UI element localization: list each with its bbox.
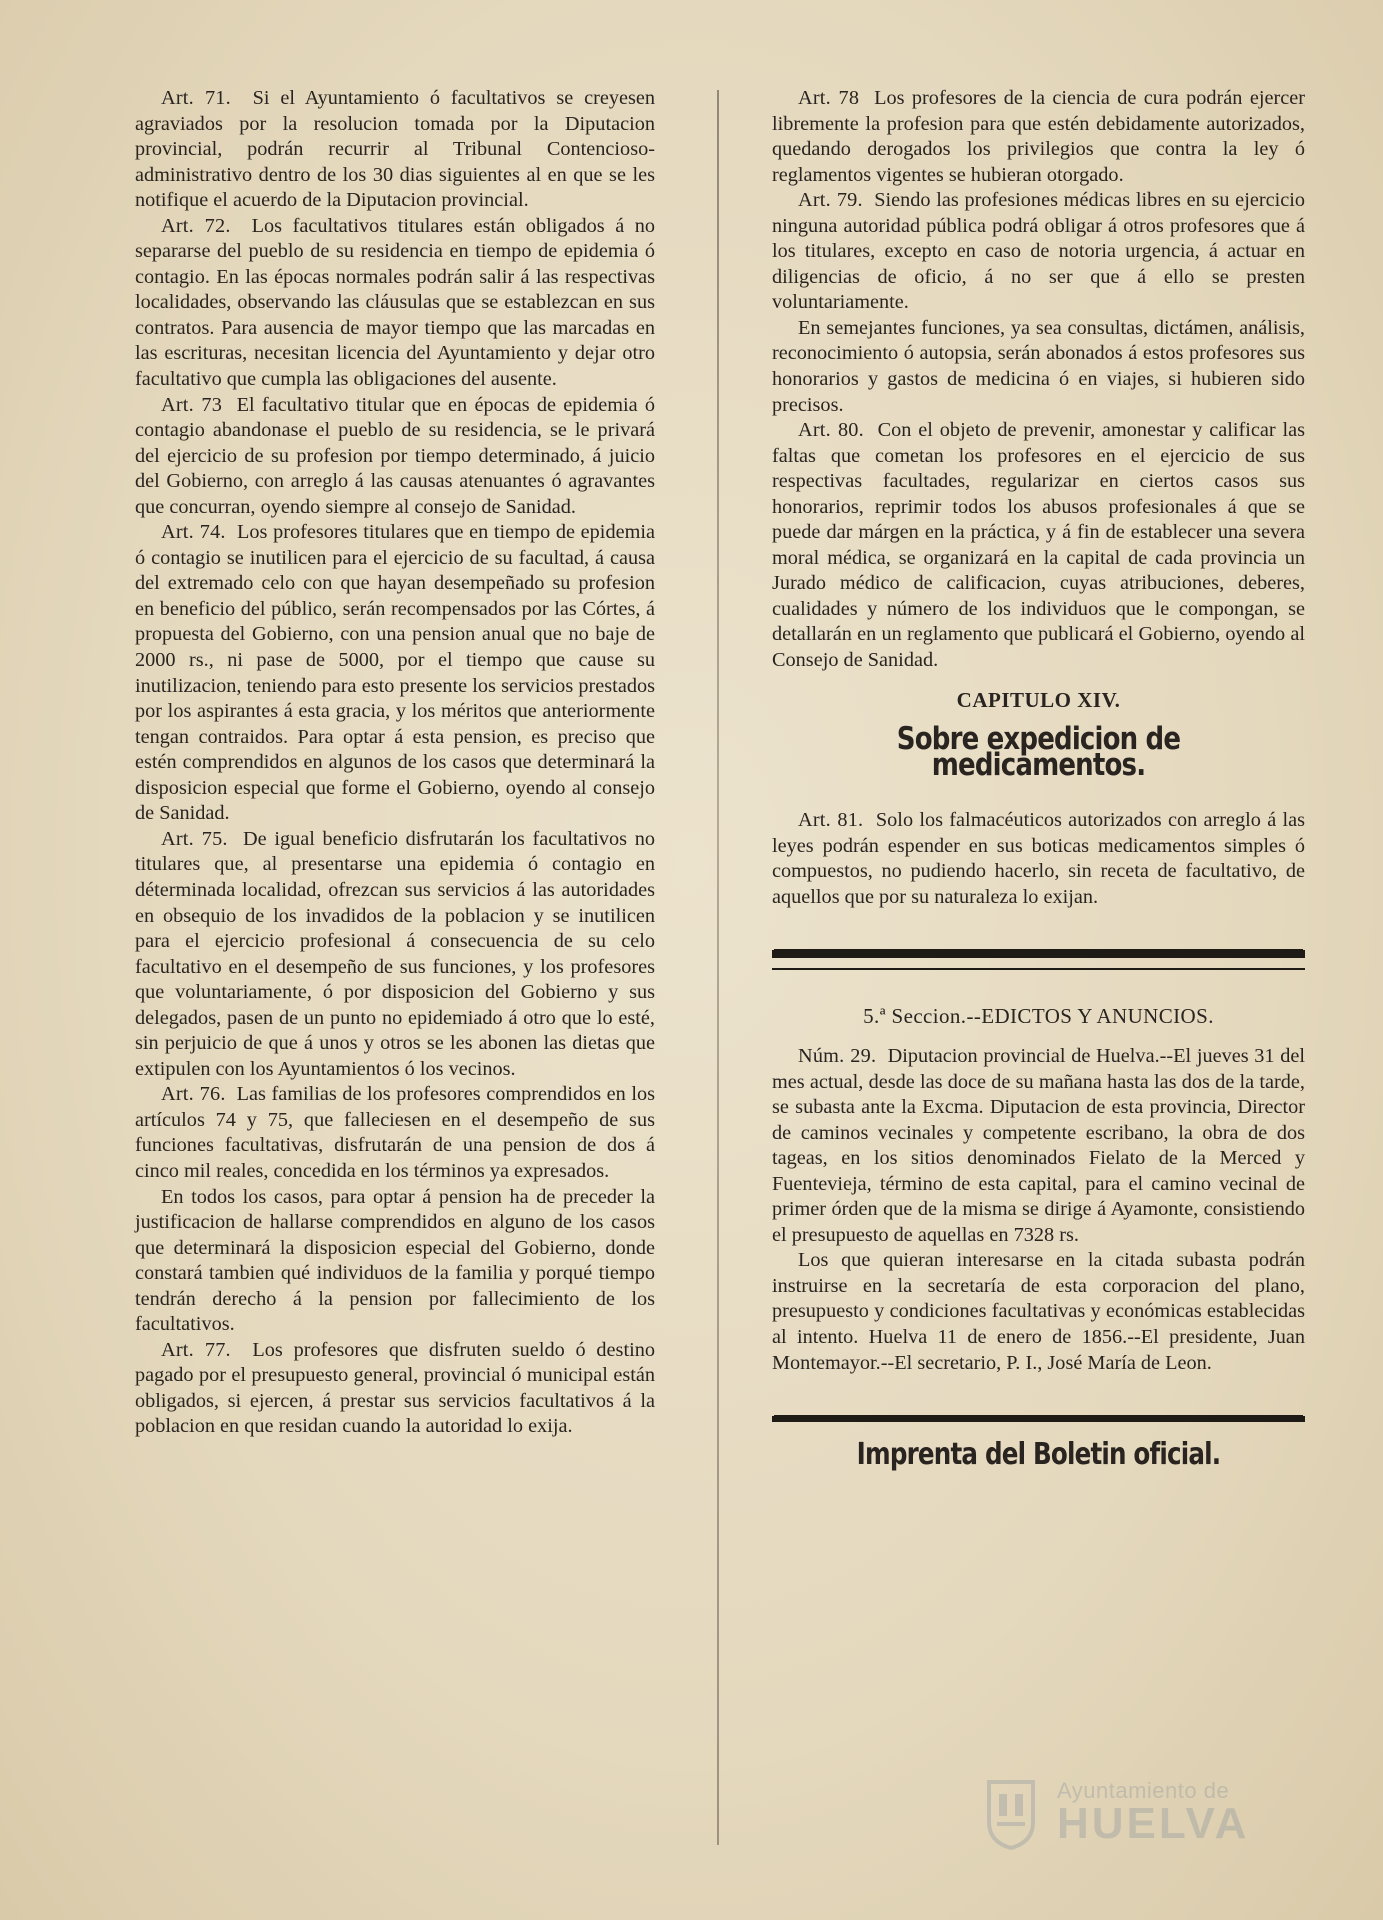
article-number: Art. 79. — [798, 189, 863, 212]
article-text: Los facultativos titulares están obligados á no separarse del pueblo de su residencia en tiempo de epidemia ó contagio. En las épocas normales podrán salir á las respectivas localidades, observando las cláusulas que se establezcan en sus contratos. Para ausencia de mayor tiempo que las marcadas en las escrituras, necesitan licencia del Ayuntamiento y dejar otro facultativo que cumpla las obligaciones del ausente. — [135, 214, 656, 391]
article-79 — [772, 188, 1305, 316]
right-column — [772, 86, 1306, 1473]
article-72 — [135, 214, 655, 393]
section-divider-thin-rule — [772, 968, 1305, 970]
paragraph-text: En semejantes funciones, ya sea consultas, dictámen, análisis, reconocimiento ó autopsia, serán abonados á estos profesores sus honorarios y gastos de medicina ó en viajes, si hubieren sido precisos. — [772, 316, 1305, 416]
article-75 — [135, 827, 655, 1082]
section-divider-rule — [772, 950, 1305, 958]
article-text: Siendo las profesiones médicas libres en su ejercicio ninguna autoridad pública podrá obligar á otros profesores que á los titulares, excepto en caso de notoria urgencia, á actuar en diligencias de oficio, á no ser que á ello se presten voluntariamente. — [772, 189, 1305, 314]
article-76-continuation — [135, 1185, 655, 1338]
article-number: Art. 74. — [161, 521, 226, 544]
edict-text: Diputacion provincial de Huelva.--El jueves 31 del mes actual, desde las doce de su mañana hasta las dos de la tarde, se subasta ante la Excma. Diputacion de esta provincia, Director de caminos vecinales y competente escribano, la obra de dos tageas, en los sitios denominados Fielato de la Merced y Fuentevieja, término de esta capital, para el camino vecinal de primer órden que de la misma se dirige á Ayamonte, consistiendo el presupuesto de aquellas en 7328 rs. — [772, 1044, 1306, 1246]
chapter-title: Sobre expedicion de medicamentos. — [896, 721, 1181, 783]
article-78 — [772, 86, 1305, 188]
article-81 — [772, 808, 1305, 910]
article-text: Los profesores que disfruten sueldo ó destino pagado por el presupuesto general, provincial ó municipal están obligados, si ejercen, á prestar sus servicios facultativos á la poblacion en que residan cuando la autoridad lo exija. — [135, 1338, 656, 1438]
article-number: Art. 72. — [161, 214, 231, 237]
article-number: Art. 77. — [161, 1338, 231, 1361]
article-text: Los profesores de la ciencia de cura podrán ejercer libremente la profesion para que estén debidamente autorizados, quedando derogados los privilegios que contra la ley ó reglamentos vigentes se hubieran otorgado. — [772, 87, 1306, 186]
footer-rule — [772, 1416, 1305, 1422]
article-number: Art. 80. — [798, 419, 864, 442]
article-text: Si el Ayuntamiento ó facultativos se creyesen agraviados por la resolucion tomada por la Diputacion provincial, podrán recurrir al Tribunal Contencioso-administrativo dentro de los 30 dias siguientes al en que se les notifique el acuerdo de la Diputacion provincial. — [135, 87, 656, 212]
edict-29 — [772, 1044, 1305, 1248]
article-text: Las familias de los profesores comprendidos en los artículos 74 y 75, que falleciesen en el desempeño de sus funciones facultativas, disfrutarán de una pension de dos á cinco mil reales, concedida en los términos ya expresados. — [135, 1083, 655, 1182]
article-77 — [135, 1338, 655, 1440]
article-text: De igual beneficio disfrutarán los facultativos no titulares que, al presentarse una epidemia ó contagio en déterminada localidad, ofrezcan sus servicios á las autoridades en obsequio de los invadidos de la poblacion y se inutilicen para el ejercicio profesional á consecuencia de su celo facultativo en el desempeño de sus funciones, y los profesores que voluntariamente, ó por disposicion del Gobierno y sus delegados, pasen de un punto no epidemiado á otro que lo esté, sin perjuicio de que á unos y otros se les abonen las dietas que extipulen con los Ayuntamientos ó los vecinos. — [135, 827, 655, 1080]
article-number: Art. 71. — [161, 87, 231, 109]
article-text: Los profesores titulares que en tiempo de epidemia ó contagio se inutilicen para el ejercicio de su facultad, á causa del extremado celo con que hayan desempeñado su profesion en beneficio del público, serán recompensados por las Córtes, á propuesta del Gobierno, con una pension anual que no baje de 2000 rs., ni pase de 5000, por el tiempo que cause su inutilizacion, teniendo para esto presente los servicios prestados por los aspirantes á esta gracia, y los méritos que anteriormente tengan contraidos. Para optar á esta pension, es preciso que estén comprendidos en algunos de los casos que determinará la disposicion especial que forme el Gobierno, oyendo al consejo de Sanidad. — [135, 521, 655, 825]
city-shield-icon — [985, 1776, 1037, 1850]
article-number: Art. 78 — [798, 87, 860, 109]
section-heading: 5.ª Seccion.--EDICTOS Y ANUNCIOS. — [863, 1004, 1214, 1029]
article-74 — [135, 520, 655, 827]
article-79-continuation — [772, 316, 1305, 418]
watermark-line2: HUELVA — [1057, 1799, 1250, 1848]
edict-29-continuation — [772, 1248, 1305, 1376]
article-80 — [772, 418, 1305, 673]
article-number: Art. 76. — [161, 1083, 226, 1106]
paragraph-text: Los que quieran interesarse en la citada subasta podrán instruirse en la secretaría de esta corporacion del plano, presupuesto y condiciones facultativas y económicas establecidas al intento. Huelva 11 de enero de 1856.--El presidente, Juan Montemayor.--El secretario, P. I., José María de Leon. — [772, 1249, 1305, 1374]
article-number: Art. 81. — [798, 809, 864, 832]
article-71 — [135, 86, 655, 214]
article-text: Con el objeto de prevenir, amonestar y calificar las faltas que cometan los profesores en el ejercicio de sus respectivas facultades, regularizar en ciertos casos sus honorarios, reprimir todos los abusos profesionales á que se puede dar márgen en la práctica, y á fin de establecer una severa moral médica, se organizará en la capital de cada provincia un Jurado médico de calificacion, cuyas atribuciones, deberes, cualidades y número de los individuos que le compongan, se detallarán en un reglamento que publicará el Gobierno, oyendo al Consejo de Sanidad. — [772, 419, 1306, 672]
article-number: Art. 73 — [161, 393, 223, 416]
article-73 — [135, 393, 655, 521]
chapter-label: CAPITULO XIV. — [956, 687, 1121, 712]
watermark-line1: Ayuntamiento de — [1057, 1778, 1230, 1803]
imprint-line: Imprenta del Boletin oficial. — [856, 1437, 1221, 1473]
column-divider — [717, 90, 719, 1845]
article-text: Solo los falmacéuticos autorizados con arreglo á las leyes podrán espender en sus boticas medicamentos simples ó compuestos, no pudiendo hacerlo, sin receta de facultativo, de aquellos que por su naturaleza lo exijan. — [772, 809, 1305, 908]
article-text: El facultativo titular que en épocas de epidemia ó contagio abandonase el pueblo de su residencia, se le privará del ejercicio de su profesion por tiempo determinado, á juicio del Gobierno, con arreglo á las causas atenuantes ó agravantes que concurran, oyendo siempre al consejo de Sanidad. — [135, 393, 656, 518]
left-column — [135, 86, 655, 1440]
paragraph-text: En todos los casos, para optar á pension ha de preceder la justificacion de hallarse comprendidos en alguno de los casos que determinará la disposicion especial del Gobierno, donde constará tambien qué individuos de la familia y porqué tiempo tendrán derecho á la pension por fallecimiento de los facultativos. — [135, 1185, 655, 1336]
archive-watermark — [985, 1776, 1305, 1850]
article-number: Art. 75. — [161, 827, 228, 850]
article-76 — [135, 1082, 655, 1184]
edict-number: Núm. 29. — [798, 1044, 877, 1067]
